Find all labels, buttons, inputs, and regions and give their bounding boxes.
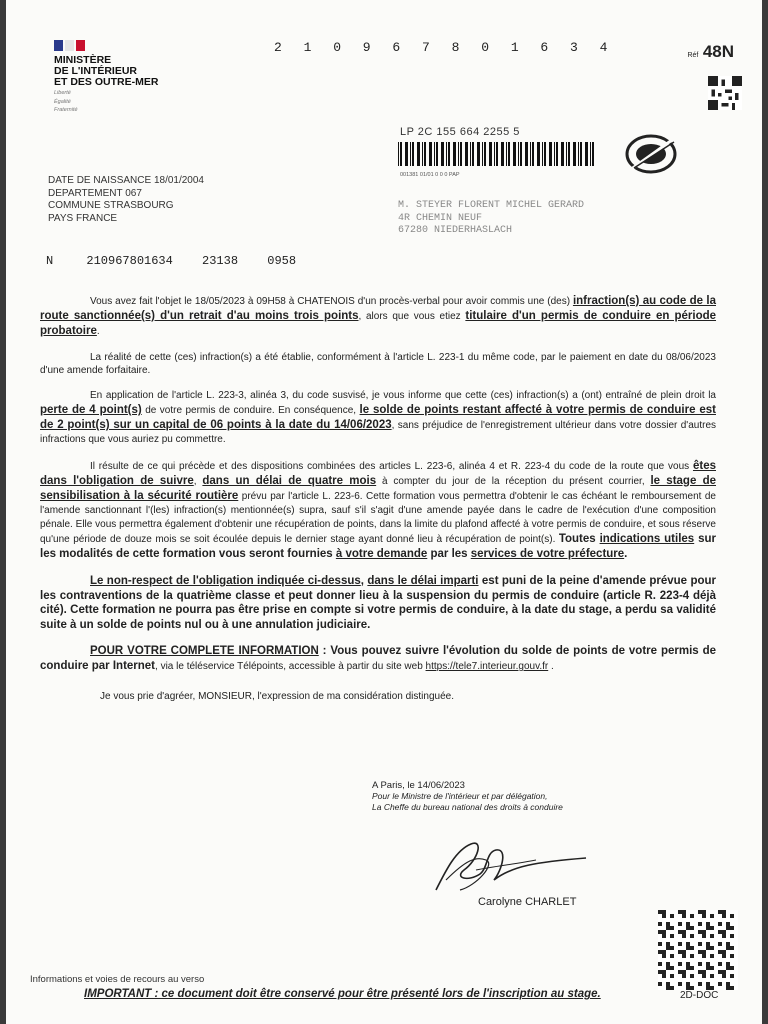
ministry-name-line-1: MINISTÈRE — [54, 54, 112, 66]
reference-code — [687, 42, 734, 62]
2d-doc-label: 2D-DOC — [680, 990, 719, 1001]
paragraph-stage-obligation: Il résulte de ce qui précède et des dispositions combinées des articles L. 223-6, alinéa 4 et R. 223-4 du code de la route que vous êtes dans l'obligation de suivre, dans un délai de quatre mois à compter du jour de la réception du présent courrier, le stage de sensibilisation à la sécurité routière prévu par l'article L. 223-6. Cette formation vous permettra d'obtenir le cas échéant le remboursement de l'amende sanctionnant l'(les) infraction(s) mentionnée(s) supra, sauf s'il s'agit d'une amende payée dans le cadre de l'exécution d'une composition pénale. Elle vous permettra également d'obtenir une récupération de points, dans la limite du plafond affecté à votre permis de conduire, et sous réserve qu'une période de douze mois se soit écoulée depuis le dernier stage ayant donné lieu à récupération de point(s). Toutes indications utiles sur les modalités de cette formation vous seront fournies à votre demande par les services de votre préfecture. — [40, 460, 717, 560]
file-number-2: 23138 — [202, 254, 239, 268]
marianne-flag-icon — [54, 40, 158, 51]
letter-page — [6, 0, 762, 1024]
ministry-name-line-3: ET DES OUTRE-MER — [54, 76, 159, 88]
2d-doc-qr-code-icon — [658, 910, 738, 990]
stage-highlight: le stage de sensibilisation à la sécurité routière — [40, 475, 717, 502]
ref-label: Réf — [687, 52, 699, 59]
signatory-title: La Cheffe du bureau national des droits à conduire — [372, 802, 563, 812]
file-number-3: 0958 — [267, 254, 297, 268]
place-and-date: A Paris, le 14/06/2023 — [372, 780, 465, 791]
probationary-highlight: titulaire d'un permis de conduire en période probatoire — [40, 310, 717, 337]
letter-body — [40, 294, 716, 715]
courrier-suivi-stamp-icon — [622, 132, 680, 176]
barcode-caption: 001381 01/01 0 0 0 PAP — [400, 172, 460, 178]
ministry-name-line-2: DE L'INTÉRIEUR — [54, 65, 138, 77]
motto-egalite: Égalité — [54, 98, 71, 105]
ministry-logo-block — [54, 40, 158, 114]
points-lost-highlight: perte de 4 point(s) — [40, 404, 142, 416]
motto-liberte: Liberté — [54, 90, 71, 96]
infraction-highlight: infraction(s) au code de la route sanctionnée(s) d'un retrait d'au moins trois points — [40, 295, 716, 322]
barcode-icon — [398, 142, 598, 166]
paragraph-non-respect: Le non-respect de l'obligation indiquée ci-dessus, dans le délai imparti est puni de la peine d'amende prévue pour les contraventions de la quatrième classe et peut donner lieu à la suspension du permis de conduire (article R. 223-4 déjà cité). Cette formation ne pourra pas être prise en compte si votre permis de conduire, à la date du stage, a perdu sa validité suite à un solde de points nul ou à une annulation judiciaire. — [40, 575, 717, 631]
lp-tracking-number: LP 2C 155 664 2255 5 — [400, 126, 520, 138]
paragraph-points-lost: En application de l'article L. 223-3, alinéa 3, du code susvisé, je vous informe que cette (ces) infraction(s) a (ont) entraîné de plein droit la perte de 4 point(s) de votre permis de conduire. En conséquence, le solde de points restant affecté à votre permis de conduire est de 2 point(s) sur un capital de 06 points à la date du 14/06/2023, sans préjudice de l'enregistrement ultérieur dans votre dossier d'autres infractions que vous auriez pu commettre. — [40, 390, 717, 445]
important-notice: IMPORTANT : ce document doit être conservé pour être présenté lors de l'inscription au stage. — [84, 988, 601, 1000]
paragraph-information: POUR VOTRE COMPLETE INFORMATION : Vous pouvez suivre l'évolution du solde de points de votre permis de conduire par Internet, via le téléservice Télépoints, accessible à partir du site web https://tele7.interieur.gouv.fr . — [40, 645, 716, 672]
department: DEPARTEMENT 067 — [48, 187, 142, 199]
date-of-birth: DATE DE NAISSANCE 18/01/2004 — [48, 175, 204, 186]
ref-value: 48N — [702, 42, 734, 61]
motto-fraternite: Fraternité — [54, 107, 78, 113]
points-balance-highlight: le solde de points restant affecté à votre permis de conduire est de 2 point(s) sur un capital de 06 points à la date du 14/06/2023 — [40, 404, 716, 431]
recipient-name: M. STEYER FLORENT MICHEL GERARD — [398, 200, 585, 211]
closing-formula: Je vous prie d'agréer, MONSIEUR, l'expression de ma considération distinguée. — [100, 691, 454, 702]
paragraph-established: La réalité de cette (ces) infraction(s) a été établie, conformément à l'article L. 223-1 du même code, par le paiement en date du 08/06/2023 d'une amende forfaitaire. — [40, 352, 716, 376]
delegation-line: Pour le Ministre de l'intérieur et par délégation, — [372, 791, 548, 801]
country: PAYS FRANCE — [48, 212, 118, 224]
file-number-1: 210967801634 — [86, 254, 173, 268]
recipient-city: 67280 NIEDERHASLACH — [398, 225, 513, 236]
signatory-name: Carolyne CHARLET — [478, 896, 577, 908]
delay-highlight: dans un délai de quatre mois — [202, 475, 377, 487]
n-label: N — [46, 254, 54, 268]
paragraph-infraction: Vous avez fait l'objet le 18/05/2023 à 09H58 à CHATENOIS d'un procès-verbal pour avoir commis une (des) infraction(s) au code de la route sanctionnée(s) d'un retrait d'au moins trois points, alors que vous etiez titulaire d'un permis de conduire en période probatoire. — [40, 295, 717, 337]
signature-block — [372, 780, 563, 813]
file-number-line — [46, 254, 318, 268]
handwritten-signature-icon — [416, 830, 596, 900]
document-number: 2 1 0 9 6 7 8 0 1 6 3 4 — [274, 40, 615, 55]
recourse-info: Informations et voies de recours au verso — [30, 974, 205, 985]
telepoints-link[interactable]: https://tele7.interieur.gouv.fr — [425, 661, 549, 672]
personal-info-block — [48, 175, 204, 225]
small-qr-code-icon — [708, 76, 742, 110]
obligation-highlight: êtes dans l'obligation de suivre — [40, 460, 716, 487]
recipient-street: 4R CHEMIN NEUF — [398, 212, 483, 224]
commune: COMMUNE STRASBOURG — [48, 200, 174, 211]
recipient-address — [398, 200, 584, 238]
